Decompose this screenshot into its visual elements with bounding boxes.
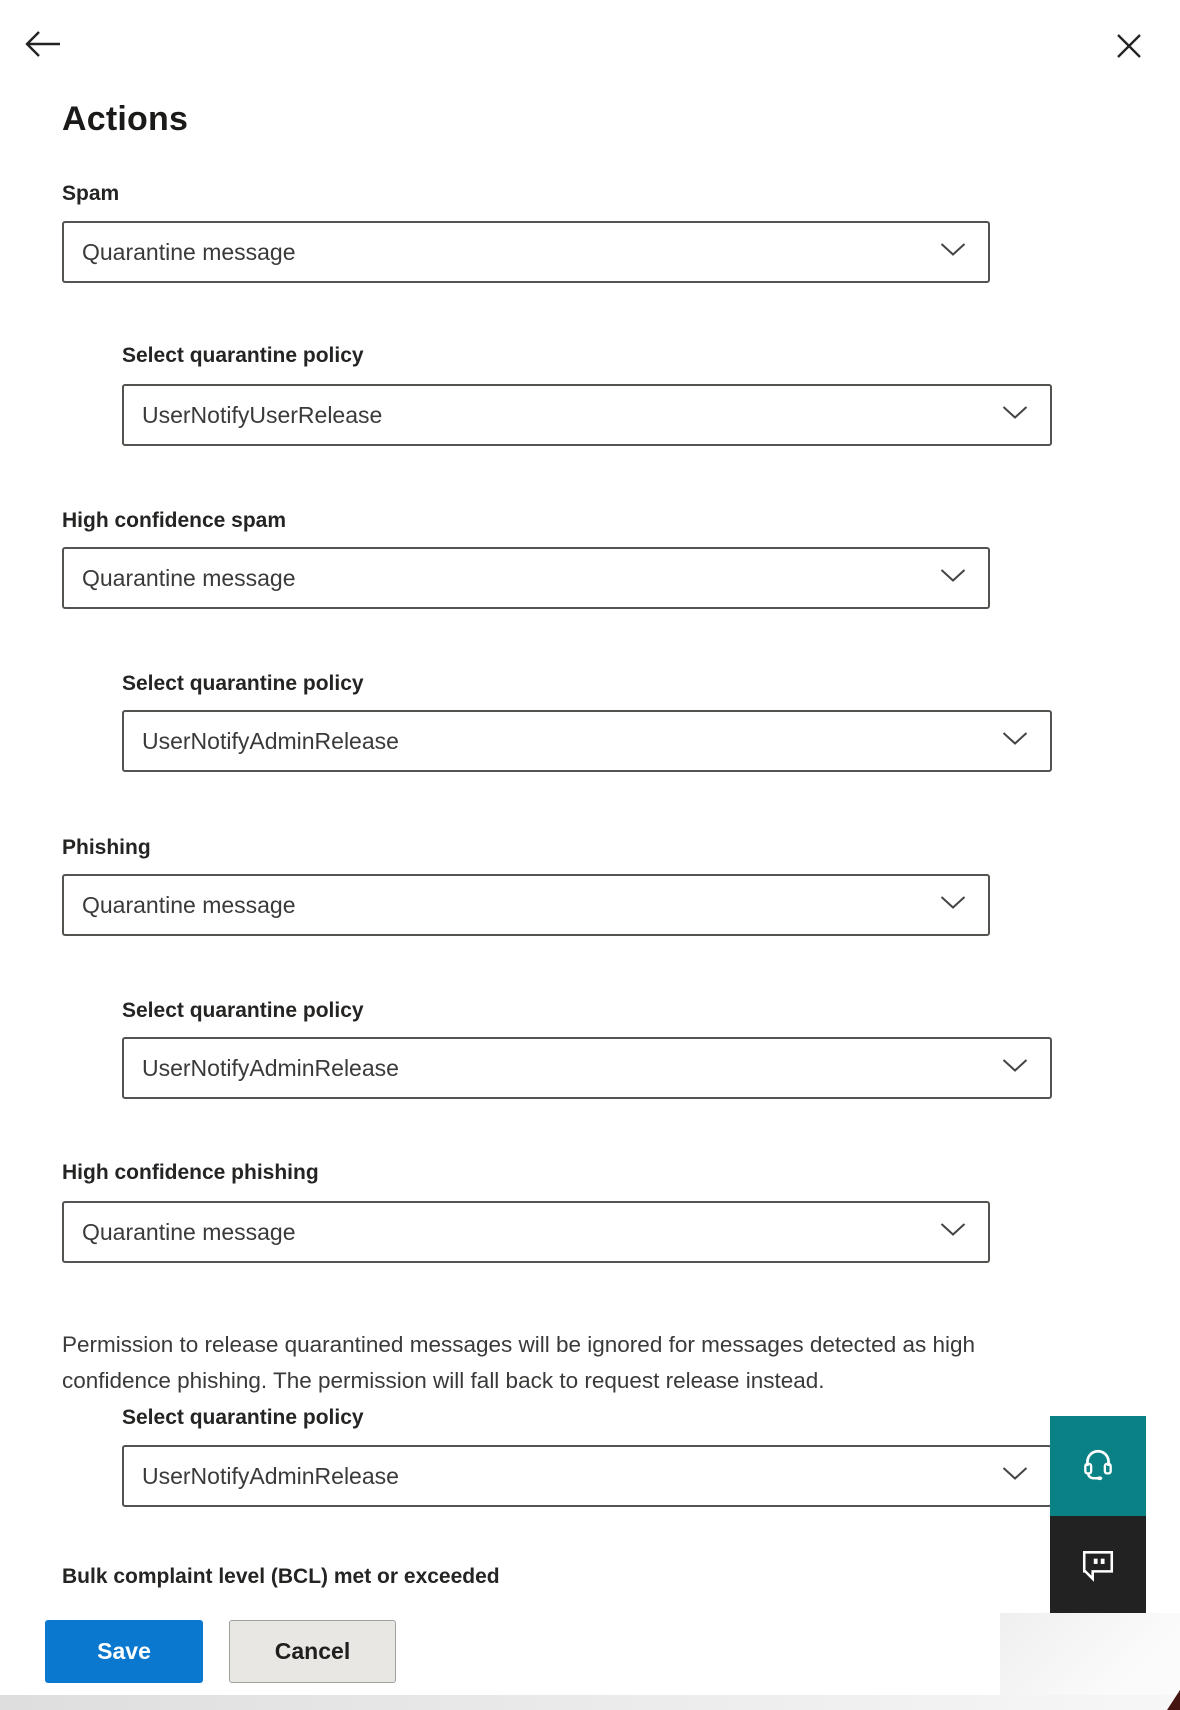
high-confidence-spam-quarantine-policy-select[interactable] <box>122 710 1052 772</box>
chevron-down-icon <box>940 1223 966 1242</box>
page-title: Actions <box>62 100 189 138</box>
spam-action-select[interactable] <box>62 221 990 283</box>
section-label-high-confidence-spam: High confidence spam <box>62 509 287 532</box>
chevron-down-icon <box>940 896 966 915</box>
chevron-down-icon <box>1002 1467 1028 1486</box>
dropdown-value: UserNotifyUserRelease <box>142 401 383 428</box>
dropdown-value: Quarantine message <box>82 891 296 918</box>
panel-bottom-edge <box>0 1695 1180 1710</box>
dropdown-value: UserNotifyAdminRelease <box>142 1462 399 1489</box>
high-confidence-phishing-action-select[interactable] <box>62 1201 990 1263</box>
quarantine-policy-label-high-confidence-spam: Select quarantine policy <box>122 672 364 695</box>
chevron-down-icon <box>1002 732 1028 751</box>
dropdown-value: Quarantine message <box>82 238 296 265</box>
corner-shadow <box>1000 1613 1180 1695</box>
high-confidence-phishing-note: Permission to release quarantined messages will be ignored for messages detected as high confidence phishing. The permission will fall back to request release instead. <box>62 1331 976 1393</box>
quarantine-policy-label-spam: Select quarantine policy <box>122 344 364 367</box>
save-button[interactable]: Save <box>45 1620 203 1683</box>
phishing-quarantine-policy-select[interactable] <box>122 1037 1052 1099</box>
chevron-down-icon <box>1002 406 1028 425</box>
feedback-widget-button[interactable] <box>1050 1516 1146 1613</box>
back-button[interactable] <box>24 28 62 60</box>
dropdown-value: UserNotifyAdminRelease <box>142 1054 399 1081</box>
quarantine-policy-label-phishing: Select quarantine policy <box>122 999 364 1022</box>
chevron-down-icon <box>940 569 966 588</box>
section-label-spam: Spam <box>62 182 120 205</box>
close-icon <box>1116 47 1142 62</box>
headset-icon <box>1079 1448 1117 1484</box>
section-label-high-confidence-phishing: High confidence phishing <box>62 1161 319 1184</box>
cancel-button[interactable]: Cancel <box>229 1620 396 1683</box>
section-label-bulk-complaint-level: Bulk complaint level (BCL) met or exceeded <box>62 1565 500 1588</box>
help-widget-button[interactable] <box>1050 1416 1146 1516</box>
dropdown-value: UserNotifyAdminRelease <box>142 727 399 754</box>
section-label-phishing: Phishing <box>62 836 151 859</box>
dropdown-value: Quarantine message <box>82 564 296 591</box>
phishing-action-select[interactable] <box>62 874 990 936</box>
chat-feedback-icon <box>1080 1548 1116 1582</box>
chevron-down-icon <box>1002 1059 1028 1078</box>
high-confidence-phishing-quarantine-policy-select[interactable] <box>122 1445 1052 1507</box>
close-button[interactable] <box>1116 33 1142 59</box>
spam-quarantine-policy-select[interactable] <box>122 384 1052 446</box>
arrow-left-icon <box>24 48 62 63</box>
quarantine-policy-label-high-confidence-phishing: Select quarantine policy <box>122 1406 364 1429</box>
chevron-down-icon <box>940 243 966 262</box>
high-confidence-spam-action-select[interactable] <box>62 547 990 609</box>
dropdown-value: Quarantine message <box>82 1218 296 1245</box>
